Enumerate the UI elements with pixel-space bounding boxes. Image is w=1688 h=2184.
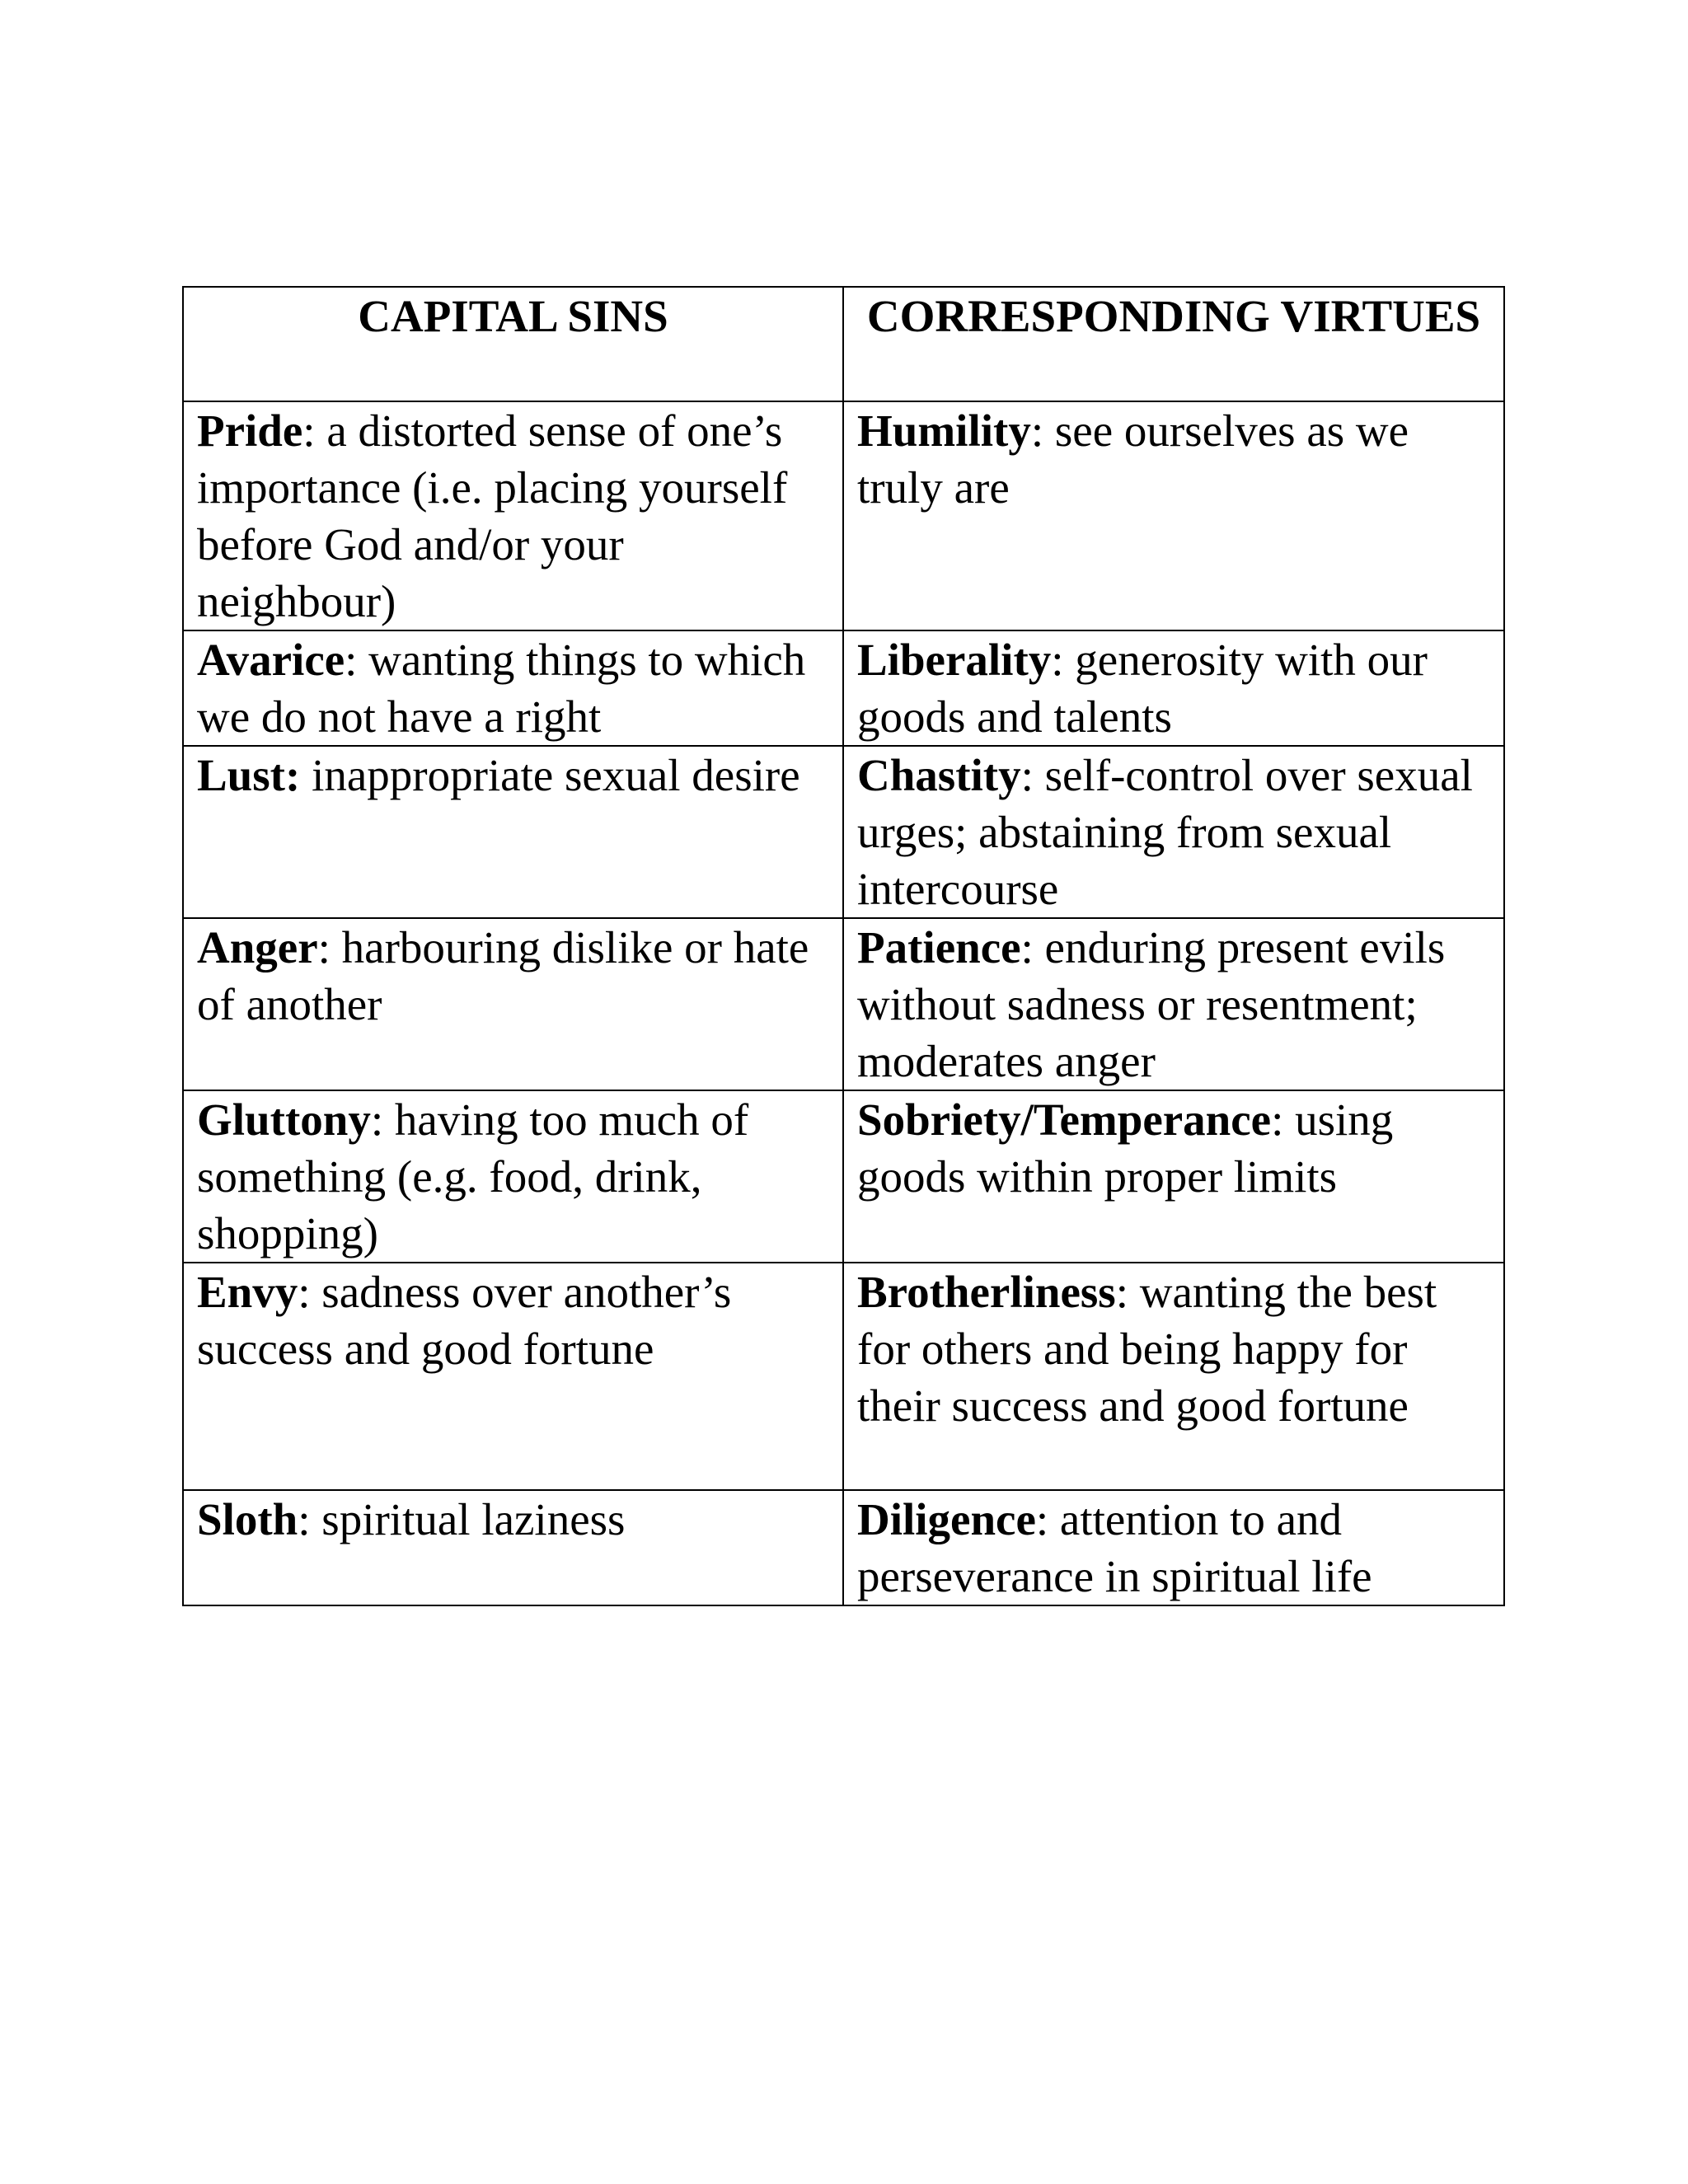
virtue-term: Humility xyxy=(857,405,1031,456)
table-row xyxy=(183,746,1504,918)
sin-description: : having too much of something (e.g. food, drink, shopping) xyxy=(197,1094,749,1258)
sin-term: Gluttony xyxy=(197,1094,371,1145)
virtue-description: : self-control over sexual urges; abstaining from sexual intercourse xyxy=(857,750,1473,914)
virtue-term: Diligence xyxy=(857,1494,1036,1544)
sin-term: Envy xyxy=(197,1267,298,1317)
sin-description: : harbouring dislike or hate of another xyxy=(197,922,809,1029)
sin-term: Lust: xyxy=(197,750,301,800)
virtue-term: Patience xyxy=(857,922,1021,972)
sin-cell xyxy=(183,401,843,630)
table-row xyxy=(183,1263,1504,1490)
virtue-description: : enduring present evils without sadness or resentment; moderates anger xyxy=(857,922,1446,1086)
sin-term: Pride xyxy=(197,405,303,456)
virtue-description: : wanting the best for others and being happy for their success and good fortune xyxy=(857,1267,1437,1431)
sins-virtues-table xyxy=(182,286,1505,1606)
sin-cell xyxy=(183,746,843,918)
header-capital-sins: CAPITAL SINS xyxy=(183,287,843,401)
header-corresponding-virtues: CORRESPONDING VIRTUES xyxy=(843,287,1504,401)
virtue-cell xyxy=(843,918,1504,1090)
sin-description: : a distorted sense of one’s importance (i.e. placing yourself before God and/or your neighbour) xyxy=(197,405,788,626)
virtue-cell xyxy=(843,1490,1504,1605)
virtue-description: : generosity with our goods and talents xyxy=(857,635,1428,742)
sin-cell xyxy=(183,918,843,1090)
sin-description: : spiritual laziness xyxy=(298,1494,626,1544)
table-row xyxy=(183,401,1504,630)
virtue-term: Liberality xyxy=(857,635,1052,685)
table-row xyxy=(183,1090,1504,1263)
virtue-description: : see ourselves as we truly are xyxy=(857,405,1409,513)
virtue-description: : using goods within proper limits xyxy=(857,1094,1394,1202)
sin-term: Anger xyxy=(197,922,318,972)
virtue-term: Sobriety/Temperance xyxy=(857,1094,1272,1145)
virtue-cell xyxy=(843,1090,1504,1263)
virtue-cell xyxy=(843,630,1504,746)
sin-cell xyxy=(183,1263,843,1490)
sin-cell xyxy=(183,1090,843,1263)
table-row xyxy=(183,1490,1504,1605)
virtue-cell xyxy=(843,746,1504,918)
sin-cell xyxy=(183,1490,843,1605)
virtue-term: Chastity xyxy=(857,750,1021,800)
sin-description: : sadness over another’s success and good fortune xyxy=(197,1267,732,1374)
virtue-term: Brotherliness xyxy=(857,1267,1116,1317)
sin-description: inappropriate sexual desire xyxy=(300,750,800,800)
table-row xyxy=(183,630,1504,746)
sin-cell xyxy=(183,630,843,746)
sin-term: Sloth xyxy=(197,1494,298,1544)
table-header-row xyxy=(183,287,1504,401)
virtue-cell xyxy=(843,401,1504,630)
table-row xyxy=(183,918,1504,1090)
sin-description: : wanting things to which we do not have a right xyxy=(197,635,806,742)
sin-term: Avarice xyxy=(197,635,345,685)
virtue-description: : attention to and perseverance in spiritual life xyxy=(857,1494,1372,1601)
virtue-cell xyxy=(843,1263,1504,1490)
